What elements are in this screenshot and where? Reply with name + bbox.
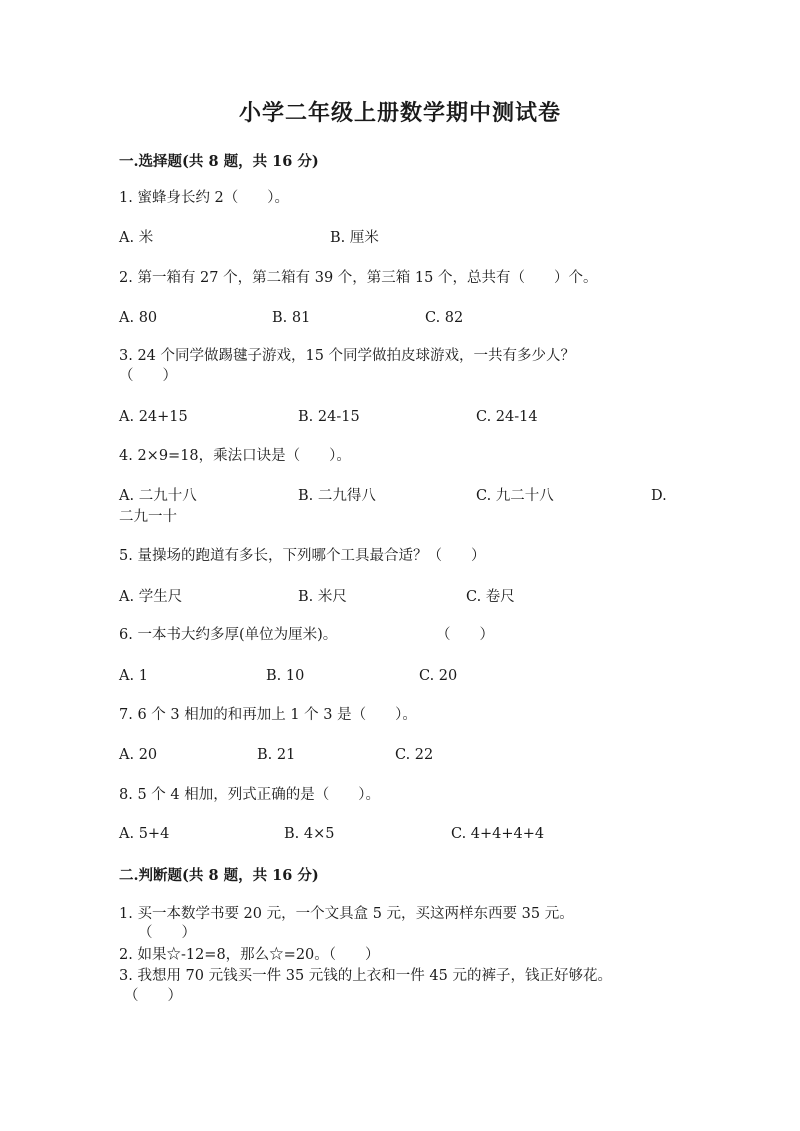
q8-option-c: C. 4+4+4+4 (451, 826, 545, 842)
judge-question-3: 3. 我想用 70 元钱买一件 35 元钱的上衣和一件 45 元的裤子，钱正好够花。 (119, 968, 612, 984)
question-7: 7. 6 个 3 相加的和再加上 1 个 3 是（ ）。 (119, 707, 417, 723)
q4-option-a: A. 二九十八 (119, 488, 197, 504)
q7-option-c: C. 22 (395, 747, 434, 763)
q1-option-b: B. 厘米 (330, 230, 379, 246)
q4-option-b: B. 二九得八 (298, 488, 376, 504)
q1-option-a: A. 米 (119, 230, 154, 246)
q6-option-c: C. 20 (419, 668, 458, 684)
q2-option-b: B. 81 (272, 310, 311, 326)
question-4: 4. 2×9=18，乘法口诀是（ ）。 (119, 448, 351, 464)
q5-option-a: A. 学生尺 (119, 589, 183, 605)
page-title: 小学二年级上册数学期中测试卷 (238, 100, 561, 126)
q6-option-b: B. 10 (266, 668, 305, 684)
q7-option-a: A. 20 (119, 747, 158, 763)
question-5: 5. 量操场的跑道有多长，下列哪个工具最合适？（ ） (119, 548, 486, 564)
q2-option-c: C. 82 (425, 310, 464, 326)
q8-option-b: B. 4×5 (284, 826, 335, 842)
judge-question-1: 1. 买一本数学书要 20 元，一个文具盒 5 元，买这两样东西要 35 元。 (119, 906, 574, 922)
judge-question-3-blank: （ ） (124, 988, 182, 1004)
q3-option-b: B. 24-15 (298, 409, 360, 425)
q4-option-d: D. (651, 488, 667, 504)
q5-option-c: C. 卷尺 (466, 589, 515, 605)
q4-option-d-text: 二九一十 (119, 509, 177, 525)
q3-option-a: A. 24+15 (119, 409, 188, 425)
q4-option-c: C. 九二十八 (476, 488, 554, 504)
q6-option-a: A. 1 (119, 668, 148, 684)
question-6-blank: （ ） (436, 627, 494, 643)
question-3: 3. 24 个同学做踢毽子游戏，15 个同学做拍皮球游戏，一共有多少人？ (119, 348, 576, 364)
judge-question-1-blank: （ ） (138, 925, 196, 941)
question-3-blank: （ ） (119, 368, 177, 384)
question-1: 1. 蜜蜂身长约 2（ ）。 (119, 190, 290, 206)
judge-question-2: 2. 如果☆-12=8，那么☆=20。（ ） (119, 947, 380, 963)
q5-option-b: B. 米尺 (298, 589, 347, 605)
q8-option-a: A. 5+4 (119, 826, 170, 842)
question-2: 2. 第一箱有 27 个，第二箱有 39 个，第三箱 15 个，总共有（ ）个。 (119, 270, 598, 286)
question-6: 6. 一本书大约多厚(单位为厘米)。 (119, 627, 338, 643)
section-heading-choice: 一.选择题(共 8 题，共 16 分) (119, 153, 319, 170)
question-8: 8. 5 个 4 相加，列式正确的是（ ）。 (119, 787, 380, 803)
q2-option-a: A. 80 (119, 310, 158, 326)
q3-option-c: C. 24-14 (476, 409, 538, 425)
section-heading-judge: 二.判断题(共 8 题，共 16 分) (119, 867, 319, 884)
q7-option-b: B. 21 (257, 747, 296, 763)
